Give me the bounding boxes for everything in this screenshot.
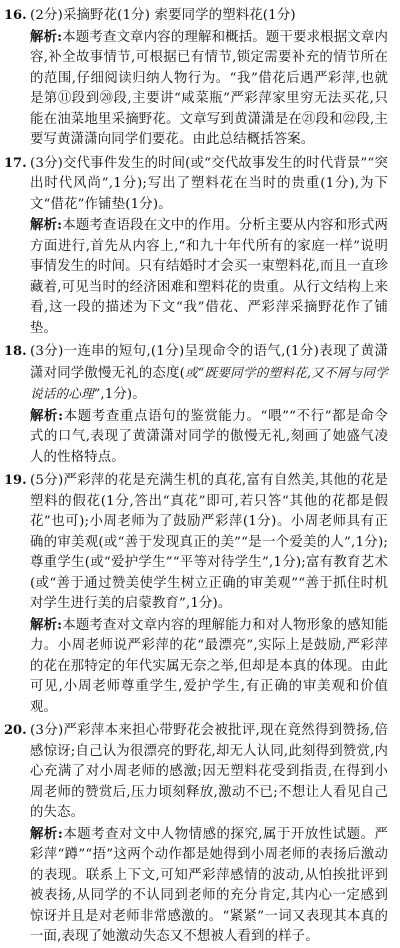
analysis-text: 本题考查文章内容的理解和概括。题干要求根据文章内容,补全故事情节,可根据已有情节,锁定需要补充的情节所在的范围,仔细阅读归纳人物行为。“我”借花后遇严彩萍,也就是第⑪段到⑳段,主要讲“咸菜瓶”严彩萍家里穷无法买花,只能在油菜地里采摘野花。文章写到黄潇潇是在㉑段和㉒段,主要写黄潇潇向同学们要花。由此总结概括答案。 [30,29,388,147]
analysis-label: 解析: [30,825,63,842]
answer-item-17 [4,154,388,340]
answer-text [30,342,388,406]
answer-body [30,6,388,151]
answer-body [30,154,388,340]
answer-body [30,471,388,718]
analysis-text: 本题考查语段在文中的作用。分析主要从内容和形式两方面进行,首先从内容上,“和九十年代所有的家庭一样”说明事情发生的时间。只有结婚时才会买一束塑料花,而且一直珍藏着,可见当时的经济困难和塑料花的贵重。从行文结构上来看,这一段的描述为下文“我”借花、严彩萍采摘野花作了铺垫。 [30,218,388,336]
answer-item-20 [4,721,388,948]
analysis-paragraph [30,406,388,469]
question-number: 18. [4,344,27,359]
answer-text: (3分)交代事件发生的时间(或“交代故事发生的时代背景”“突出时代风尚”,1分);写出了塑料花在当时的贵重(1分),为下文“借花”作铺垫(1分)。 [30,155,388,212]
answer-item-19 [4,471,388,718]
answer-text: (3分)严彩萍本来担心带野花会被批评,现在竟然得到赞扬,倍感惊讶;自己认为很漂亮的野花,却无人认同,此刻得到赞赏,内心充满了对小周老师的感激;因无塑料花受到指责,在得到小周老师的赞赏后,压力顷刻释放,激动不已;不想让人看见自己的失态。 [30,723,388,820]
answer-body [30,721,388,948]
question-number: 16. [4,8,27,23]
answer-item-16 [4,6,388,151]
analysis-label: 解析: [30,217,63,233]
answer-body [30,342,388,468]
question-number: 19. [4,473,27,488]
analysis-paragraph [30,615,388,719]
answer-text-tail: ,1分)。 [100,387,146,402]
analysis-paragraph [30,824,388,948]
answer-text-main: (3分)一连串的短句,(1分)呈现命令的语气,(1分)表现了黄潇潇对同学傲慢无礼的态度( [30,344,388,381]
answer-alternative: 或“既要同学的塑料花,又不屑与同学说话的心理” [30,364,388,401]
answer-text: (5分)严彩萍的花是充满生机的真花,富有自然美,其他的花是塑料的假花(1分,答出“真花”即可,若只答“其他的花都是假花”也可);小周老师为了鼓励严彩萍(1分)。小周老师具有正确的审美观(或“善于发现真正的美”“是一个爱美的人”,1分);尊重学生(或“爱护学生”“平等对待学生”,1分);富有教育艺术(或“善于通过赞美使学生树立正确的审美观”“善于抓住时机对学生进行美的启蒙教育”,1分)。 [30,473,388,611]
analysis-text: 本题考查重点语句的鉴赏能力。“喂”“不行”都是命令式的口气,表现了黄潇潇对同学的傲慢无礼,刻画了她盛气凌人的性格特点。 [30,408,388,465]
analysis-label: 解析: [30,616,63,633]
question-number: 20. [4,723,27,738]
answer-item-18 [4,342,388,468]
analysis-label: 解析: [30,28,63,45]
question-number: 17. [4,155,27,171]
analysis-paragraph [30,215,388,339]
answer-text: (2分)采摘野花(1分) 索要同学的塑料花(1分) [30,8,296,23]
analysis-paragraph [30,27,388,151]
analysis-text: 本题考查对文中人物情感的探究,属于开放性试题。严彩萍“蹲”“捂”这两个动作都是她得到小周老师的表扬后激动的表现。联系上下文,可知严彩萍感情的波动,从怕挨批评到被表扬,从同学的不认同到老师的充分肯定,其内心一定感到惊讶并且是对老师非常感激的。“紧紧”一词又表现其本真的一面,表现了她激动失态又不想被人看到的样子。 [30,826,388,944]
analysis-text: 本题考查对文章内容的理解能力和对人物形象的感知能力。小周老师说严彩萍的花“最漂亮”,实际上是鼓励,严彩萍的花在那特定的年代实属无奈之举,但却是本真的体现。由此可见,小周老师尊重学生,爱护学生,有正确的审美观和价值观。 [30,617,388,715]
analysis-label: 解析: [30,407,64,424]
